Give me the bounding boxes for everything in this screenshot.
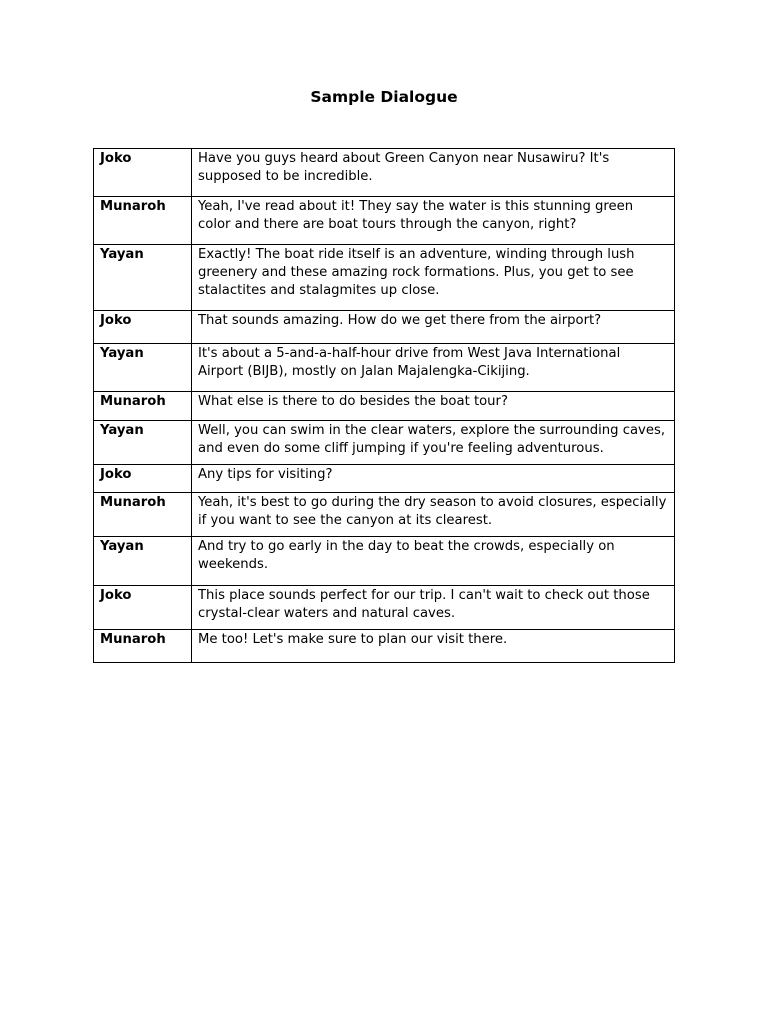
dialogue-row: [94, 493, 675, 537]
dialogue-line: Yeah, I've read about it! They say the water is this stunning green color and there are boat tours through the canyon, right?: [192, 197, 675, 245]
dialogue-line: This place sounds perfect for our trip. I can't wait to check out those crystal-clear waters and natural caves.: [192, 586, 675, 630]
dialogue-row: [94, 245, 675, 311]
dialogue-line: It's about a 5-and-a-half-hour drive from West Java International Airport (BIJB), mostly on Jalan Majalengka-Cikijing.: [192, 344, 675, 392]
speaker-name: Joko: [94, 586, 192, 630]
speaker-name: Yayan: [94, 344, 192, 392]
dialogue-table: [93, 148, 675, 663]
speaker-name: Joko: [94, 311, 192, 344]
speaker-name: Joko: [94, 465, 192, 493]
speaker-name: Yayan: [94, 421, 192, 465]
dialogue-row: [94, 392, 675, 421]
speaker-name: Munaroh: [94, 392, 192, 421]
dialogue-line: Exactly! The boat ride itself is an adventure, winding through lush greenery and these amazing rock formations. Plus, you get to see stalactites and stalagmites up close.: [192, 245, 675, 311]
dialogue-row: [94, 421, 675, 465]
dialogue-row: [94, 630, 675, 663]
dialogue-row: [94, 149, 675, 197]
dialogue-row: [94, 586, 675, 630]
dialogue-row: [94, 537, 675, 586]
dialogue-line: Well, you can swim in the clear waters, explore the surrounding caves, and even do some cliff jumping if you're feeling adventurous.: [192, 421, 675, 465]
dialogue-line: Any tips for visiting?: [192, 465, 675, 493]
dialogue-row: [94, 344, 675, 392]
speaker-name: Munaroh: [94, 197, 192, 245]
speaker-name: Yayan: [94, 245, 192, 311]
dialogue-line: And try to go early in the day to beat the crowds, especially on weekends.: [192, 537, 675, 586]
dialogue-row: [94, 465, 675, 493]
dialogue-row: [94, 197, 675, 245]
dialogue-line: What else is there to do besides the boat tour?: [192, 392, 675, 421]
document-title: Sample Dialogue: [310, 88, 458, 106]
dialogue-line: Me too! Let's make sure to plan our visit there.: [192, 630, 675, 663]
dialogue-line: That sounds amazing. How do we get there from the airport?: [192, 311, 675, 344]
dialogue-line: Have you guys heard about Green Canyon near Nusawiru? It's supposed to be incredible.: [192, 149, 675, 197]
dialogue-line: Yeah, it's best to go during the dry season to avoid closures, especially if you want to see the canyon at its clearest.: [192, 493, 675, 537]
speaker-name: Yayan: [94, 537, 192, 586]
speaker-name: Joko: [94, 149, 192, 197]
dialogue-row: [94, 311, 675, 344]
speaker-name: Munaroh: [94, 493, 192, 537]
speaker-name: Munaroh: [94, 630, 192, 663]
